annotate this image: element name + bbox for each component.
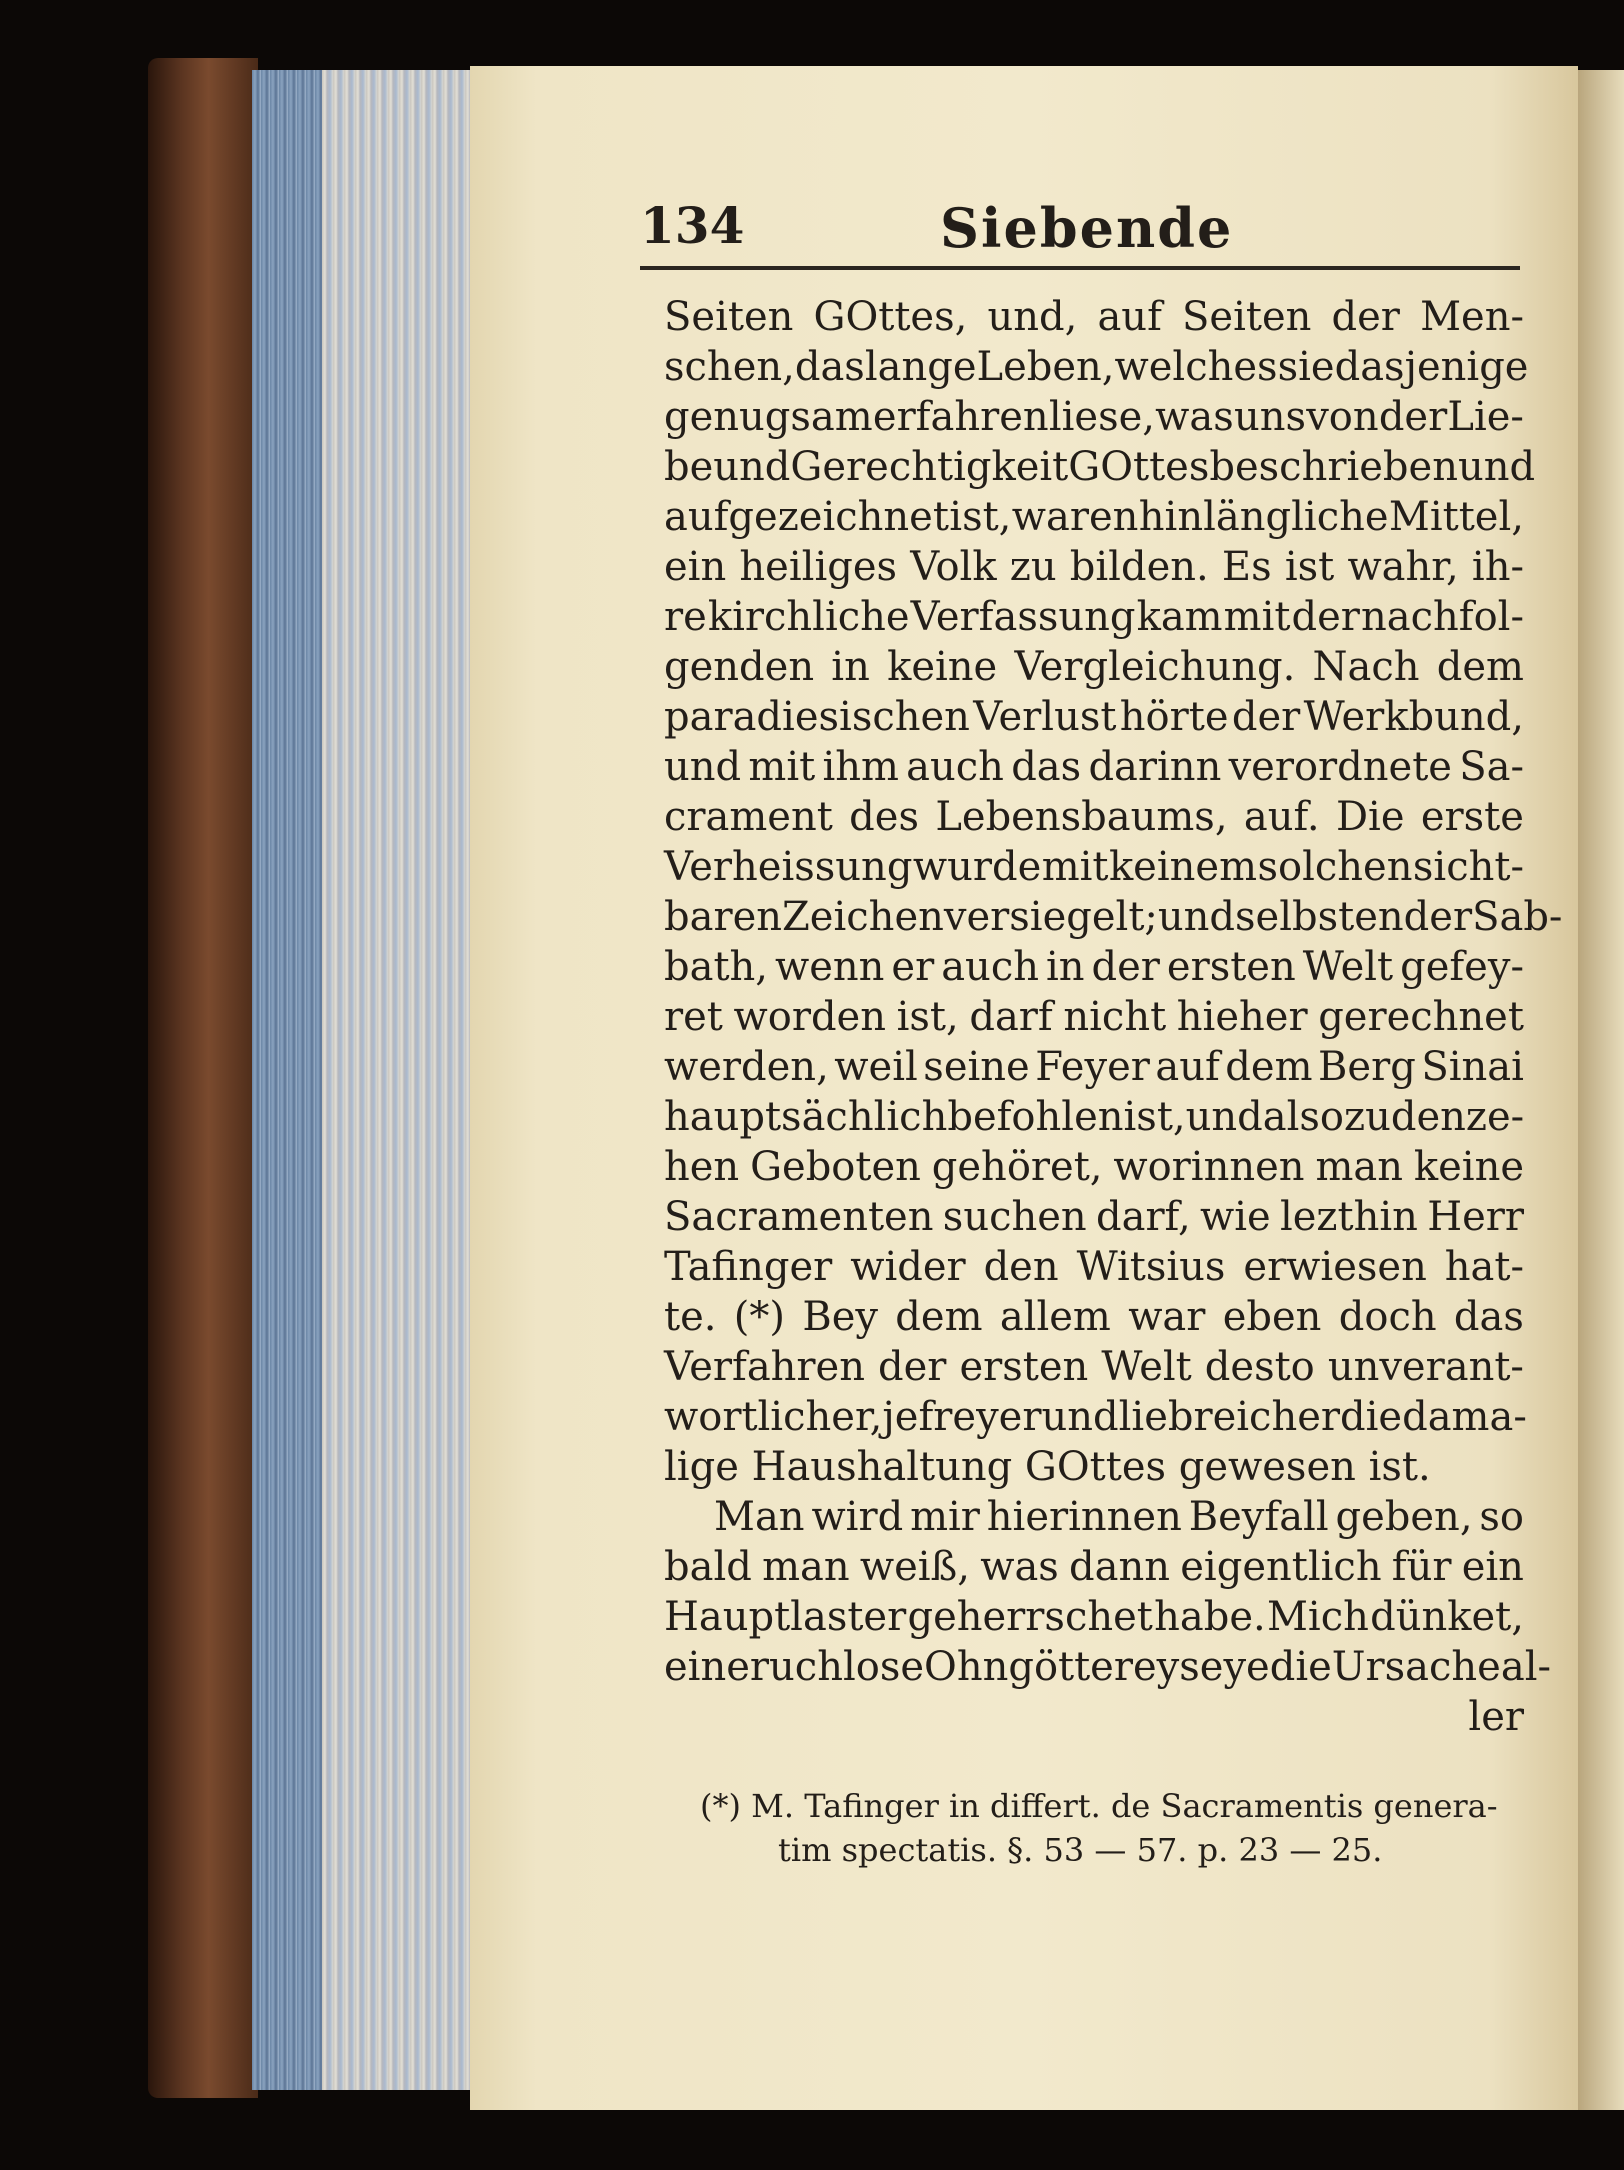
word: suchen bbox=[942, 1194, 1087, 1240]
word: der bbox=[1331, 294, 1400, 340]
word: auch bbox=[906, 744, 1004, 790]
word: wortlicher, bbox=[664, 1394, 883, 1440]
word: hierinnen bbox=[986, 1494, 1182, 1540]
word: erste bbox=[1420, 794, 1524, 840]
text-line bbox=[664, 1542, 1524, 1592]
word: dem bbox=[895, 1294, 983, 1340]
word: keine bbox=[887, 644, 998, 690]
text-line bbox=[664, 392, 1524, 442]
page-number: 134 bbox=[640, 196, 745, 255]
word: schen, bbox=[664, 344, 795, 390]
word: dünket, bbox=[1370, 1594, 1524, 1640]
word: ein bbox=[1461, 1544, 1524, 1590]
word: Sacramenten bbox=[664, 1194, 934, 1240]
word: doch bbox=[1338, 1294, 1437, 1340]
word: auch bbox=[941, 944, 1039, 990]
text-line bbox=[664, 1292, 1524, 1342]
word: der bbox=[1403, 894, 1473, 940]
word: waren bbox=[1011, 494, 1139, 540]
word: hieher bbox=[1176, 994, 1308, 1040]
word: ihm bbox=[822, 744, 899, 790]
word: ze- bbox=[1465, 1094, 1525, 1140]
word: dasjenige bbox=[1334, 344, 1529, 390]
word: genugsam bbox=[664, 394, 873, 440]
word: gerechnet bbox=[1318, 994, 1524, 1040]
word: verordnete bbox=[1228, 744, 1452, 790]
word: auf bbox=[1097, 294, 1162, 340]
word: Hauptlaster bbox=[664, 1594, 907, 1640]
text-line bbox=[664, 942, 1524, 992]
word: Geboten bbox=[750, 1144, 921, 1190]
word: Gerechtigkeit bbox=[790, 444, 1069, 490]
word: Man bbox=[714, 1494, 805, 1540]
word: der bbox=[1291, 594, 1360, 640]
word: den bbox=[983, 1244, 1059, 1290]
word: te. bbox=[664, 1294, 717, 1340]
word: heiliges bbox=[739, 544, 898, 590]
word: erwiesen bbox=[1243, 1244, 1427, 1290]
word: Ohngötterey bbox=[924, 1644, 1180, 1690]
word: den bbox=[1390, 1094, 1466, 1140]
text-line bbox=[664, 642, 1524, 692]
footnote-line: tim spectatis. §. 53 — 57. p. 23 — 25. bbox=[778, 1831, 1383, 1869]
word: Welt bbox=[1101, 1344, 1192, 1390]
word: bilden. bbox=[1069, 544, 1209, 590]
word: das bbox=[1011, 744, 1082, 790]
word: und bbox=[1457, 444, 1536, 490]
word: ruchlose bbox=[749, 1644, 925, 1690]
word: zu bbox=[1344, 1094, 1391, 1140]
word: Men- bbox=[1420, 294, 1524, 340]
word: ein bbox=[664, 544, 727, 590]
word: seye bbox=[1179, 1644, 1270, 1690]
word: GOttes bbox=[1068, 444, 1210, 490]
word: man bbox=[1315, 1144, 1403, 1190]
word: beschrieben bbox=[1209, 444, 1458, 490]
word: hinlängliche bbox=[1138, 494, 1389, 540]
word: nachfol- bbox=[1360, 594, 1524, 640]
word: auf. bbox=[1243, 794, 1320, 840]
page-edge-blue bbox=[252, 70, 322, 2090]
word: von bbox=[1306, 394, 1379, 440]
text-line bbox=[664, 892, 1563, 942]
word: erfahren bbox=[872, 394, 1049, 440]
word: weiß, bbox=[859, 1544, 970, 1590]
word: man bbox=[762, 1544, 850, 1590]
word: Es bbox=[1221, 544, 1272, 590]
word: das bbox=[1453, 1294, 1524, 1340]
word: war bbox=[1128, 1294, 1206, 1340]
word: lezthin bbox=[1279, 1194, 1418, 1240]
text-line bbox=[664, 1042, 1524, 1092]
word: welches bbox=[1114, 344, 1278, 390]
word: sicht- bbox=[1412, 844, 1524, 890]
word: auf bbox=[1155, 1044, 1220, 1090]
text-line bbox=[664, 1242, 1524, 1292]
text-line bbox=[664, 342, 1529, 392]
text-line bbox=[664, 1092, 1524, 1142]
word: ist, bbox=[896, 994, 959, 1040]
word: der bbox=[1231, 694, 1301, 740]
word: in bbox=[1045, 944, 1085, 990]
word: al- bbox=[1500, 1644, 1551, 1690]
word: und bbox=[1041, 1394, 1119, 1440]
text-line bbox=[664, 1642, 1551, 1692]
word: wider bbox=[850, 1244, 966, 1290]
text-line bbox=[664, 492, 1524, 542]
text-line bbox=[664, 1342, 1524, 1392]
word: ih- bbox=[1471, 544, 1524, 590]
word: solchen bbox=[1257, 844, 1413, 890]
word: re bbox=[664, 594, 707, 640]
word: liese, bbox=[1048, 394, 1155, 440]
word: Sinai bbox=[1421, 1044, 1524, 1090]
word: und, bbox=[987, 294, 1078, 340]
word: der bbox=[878, 1344, 947, 1390]
facing-page-edge bbox=[1578, 70, 1624, 2110]
text-line bbox=[664, 1592, 1524, 1642]
word: wie bbox=[1199, 1194, 1271, 1240]
text-line bbox=[664, 542, 1524, 592]
word: darinn bbox=[1088, 744, 1222, 790]
paragraph-start-line bbox=[664, 1492, 1524, 1542]
word: worden bbox=[733, 994, 886, 1040]
word: der bbox=[1091, 944, 1160, 990]
word: seine bbox=[923, 1044, 1030, 1090]
word: zu bbox=[1009, 544, 1057, 590]
word: weil bbox=[834, 1044, 918, 1090]
word: so bbox=[1479, 1494, 1524, 1540]
word: dem bbox=[1436, 644, 1524, 690]
word: Verheissung bbox=[664, 844, 913, 890]
word: ist bbox=[1284, 544, 1335, 590]
word: in bbox=[831, 644, 870, 690]
word: baren bbox=[664, 894, 783, 940]
word: des bbox=[849, 794, 919, 840]
word: Lebensbaums, bbox=[935, 794, 1228, 840]
word: und bbox=[1157, 894, 1236, 940]
word: paradiesischen bbox=[664, 694, 970, 740]
text-line bbox=[664, 442, 1536, 492]
word: sie bbox=[1277, 344, 1335, 390]
word: bald bbox=[664, 1544, 752, 1590]
word: bath, bbox=[664, 944, 769, 990]
text-line bbox=[664, 842, 1524, 892]
word: wurde bbox=[912, 844, 1042, 890]
word: (*) bbox=[733, 1294, 785, 1340]
word: Volk bbox=[910, 544, 997, 590]
word: selbsten bbox=[1235, 894, 1404, 940]
word: befohlen bbox=[947, 1094, 1124, 1140]
word: hörte bbox=[1119, 694, 1229, 740]
word: geben, bbox=[1335, 1494, 1473, 1540]
word: Feyer bbox=[1035, 1044, 1150, 1090]
word: ersten bbox=[1166, 944, 1296, 990]
word: der bbox=[1378, 394, 1448, 440]
word: Zeichen bbox=[782, 894, 944, 940]
word: kirchliche bbox=[707, 594, 910, 640]
word: wenn bbox=[775, 944, 885, 990]
word: Lie- bbox=[1447, 394, 1524, 440]
word: crament bbox=[664, 794, 833, 840]
word: hauptsächlich bbox=[664, 1094, 948, 1140]
word: Leben, bbox=[976, 344, 1115, 390]
word: Berg bbox=[1318, 1044, 1416, 1090]
word: nicht bbox=[1063, 994, 1167, 1040]
word: mit bbox=[748, 744, 816, 790]
word: Mich bbox=[1266, 1594, 1369, 1640]
word: wird bbox=[811, 1494, 904, 1540]
text-line bbox=[664, 1142, 1524, 1192]
word: versiegelt; bbox=[943, 894, 1158, 940]
word: genden bbox=[664, 644, 815, 690]
text-line bbox=[664, 292, 1524, 342]
text-line bbox=[664, 792, 1524, 842]
word: wahr, bbox=[1347, 544, 1459, 590]
word: geherrschet bbox=[907, 1594, 1153, 1640]
word: darf, bbox=[1095, 1194, 1191, 1240]
word: gefey- bbox=[1400, 944, 1524, 990]
word: gehöret, bbox=[931, 1144, 1103, 1190]
text-line bbox=[664, 692, 1524, 742]
word: Welt bbox=[1302, 944, 1394, 990]
word: freyer bbox=[918, 1394, 1042, 1440]
word: eine bbox=[664, 1644, 750, 1690]
word: Ursache bbox=[1331, 1644, 1501, 1690]
word: Tafinger bbox=[664, 1244, 833, 1290]
word: kam bbox=[1136, 594, 1223, 640]
word: hat- bbox=[1444, 1244, 1524, 1290]
text-line bbox=[664, 742, 1524, 792]
word: be bbox=[664, 444, 714, 490]
word: die bbox=[1269, 1644, 1332, 1690]
page-edges bbox=[322, 70, 472, 2090]
footnote bbox=[700, 1784, 1540, 1872]
word: Beyfall bbox=[1188, 1494, 1329, 1540]
word: desto bbox=[1204, 1344, 1315, 1390]
word: habe. bbox=[1154, 1594, 1266, 1640]
word: mit bbox=[1223, 594, 1291, 640]
word: keinem bbox=[1108, 844, 1258, 890]
word: Herr bbox=[1427, 1194, 1524, 1240]
word: worinnen bbox=[1113, 1144, 1305, 1190]
word: keine bbox=[1413, 1144, 1524, 1190]
word: werden, bbox=[664, 1044, 829, 1090]
word: allem bbox=[999, 1294, 1111, 1340]
word: mit bbox=[1041, 844, 1109, 890]
word: unverant- bbox=[1327, 1344, 1524, 1390]
word: Sab- bbox=[1472, 894, 1563, 940]
word: Sa- bbox=[1459, 744, 1524, 790]
word: Witsius bbox=[1076, 1244, 1226, 1290]
word: lange bbox=[864, 344, 977, 390]
page-header bbox=[640, 196, 1520, 270]
word: liebreicher bbox=[1118, 1394, 1341, 1440]
word: ersten bbox=[959, 1344, 1089, 1390]
footnote-line: (*) M. Tafinger in differt. de Sacramentis genera- bbox=[700, 1787, 1498, 1825]
word: Bey bbox=[802, 1294, 878, 1340]
word: dann bbox=[1069, 1544, 1171, 1590]
word: Die bbox=[1335, 794, 1405, 840]
word: Vergleichung. bbox=[1014, 644, 1296, 690]
word: dem bbox=[1225, 1044, 1313, 1090]
word: was bbox=[980, 1544, 1059, 1590]
word: Verfassung bbox=[910, 594, 1136, 640]
word: eigentlich bbox=[1180, 1544, 1382, 1590]
text-line bbox=[664, 592, 1524, 642]
word: die bbox=[1340, 1394, 1403, 1440]
word: und bbox=[713, 444, 791, 490]
word: Verfahren bbox=[664, 1344, 865, 1390]
catchword: ler bbox=[1468, 1694, 1524, 1740]
word: GOttes, bbox=[813, 294, 968, 340]
text-line: lige Haushaltung GOttes gewesen ist. bbox=[664, 1444, 1431, 1490]
word: hen bbox=[664, 1144, 740, 1190]
word: ist, bbox=[1123, 1094, 1186, 1140]
leather-cover bbox=[148, 58, 258, 2098]
word: ret bbox=[664, 994, 723, 1040]
text-line bbox=[664, 992, 1524, 1042]
running-head: Siebende bbox=[940, 196, 1234, 260]
word: Verlust bbox=[973, 694, 1117, 740]
word: und bbox=[1185, 1094, 1263, 1140]
word: Nach bbox=[1312, 644, 1420, 690]
word: Seiten bbox=[1182, 294, 1312, 340]
word: dama- bbox=[1402, 1394, 1527, 1440]
body-text bbox=[664, 292, 1563, 1742]
word: und bbox=[664, 744, 742, 790]
word: uns bbox=[1233, 394, 1307, 440]
word: mir bbox=[910, 1494, 980, 1540]
word: er bbox=[891, 944, 935, 990]
word: ist, bbox=[949, 494, 1012, 540]
text-line bbox=[664, 1192, 1524, 1242]
word: also bbox=[1262, 1094, 1344, 1140]
word: Mittel, bbox=[1388, 494, 1524, 540]
word: aufgezeichnet bbox=[664, 494, 949, 540]
word: das bbox=[794, 344, 865, 390]
word: was bbox=[1155, 394, 1234, 440]
word: eben bbox=[1222, 1294, 1322, 1340]
word: je bbox=[882, 1394, 919, 1440]
word: darf bbox=[969, 994, 1053, 1040]
word: für bbox=[1391, 1544, 1452, 1590]
word: Werkbund, bbox=[1303, 694, 1524, 740]
text-line bbox=[664, 1392, 1527, 1442]
word: Seiten bbox=[664, 294, 794, 340]
